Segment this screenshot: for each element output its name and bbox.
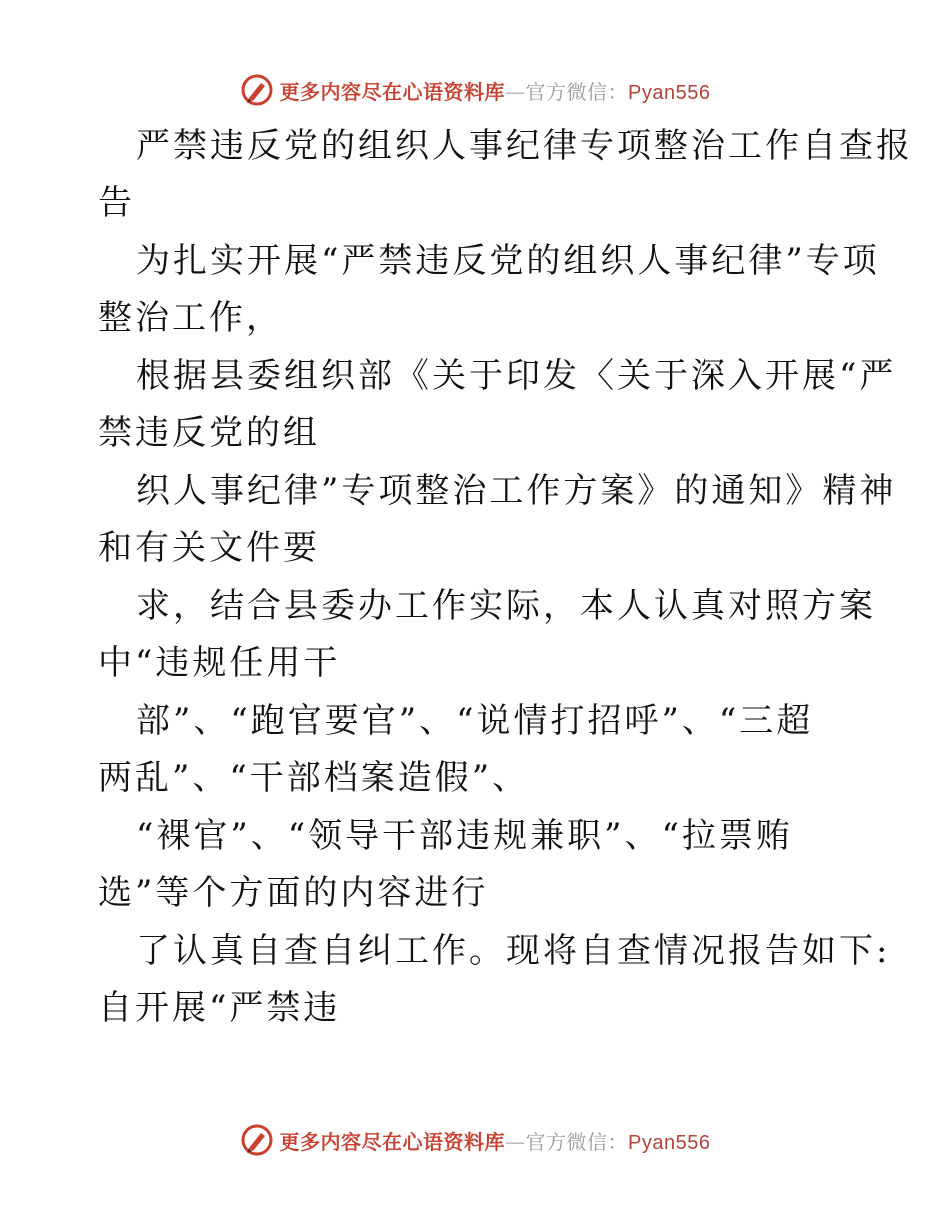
doc-line: 求，结合县委办工作实际，本人认真对照方案 [136,586,876,626]
doc-line: 选”等个方面的内容进行 [98,873,489,913]
header-banner-text [280,76,711,105]
doc-line: “裸官”、“领导干部违规兼职”、“拉票贿 [136,816,793,856]
doc-line: 两乱”、“干部档案造假”、 [98,758,530,798]
footer-banner-text [280,1126,711,1155]
footer-wechat-id: Pyan556 [628,1131,711,1154]
footer-wechat-label: 官方微信： [525,1129,629,1154]
pen-logo-icon [240,1123,274,1157]
doc-line: 为扎实开展“严禁违反党的组织人事纪律”专项 [136,241,880,281]
doc-line: 禁违反党的组 [98,413,320,453]
pen-logo-icon [240,73,274,107]
doc-title-line-2: 告 [98,183,135,223]
doc-line: 整治工作， [98,298,283,338]
header-separator: — [505,79,526,104]
doc-line: 根据县委组织部《关于印发〈关于深入开展“严 [136,356,897,396]
header-brand: 更多内容尽在心语资料库 [279,79,506,104]
doc-line: 自开展“严禁违 [98,988,341,1028]
doc-line: 了认真自查自纠工作。现将自查情况报告如下: [136,931,891,971]
doc-line: 和有关文件要 [98,528,320,568]
doc-line: 部”、“跑官要官”、“说情打招呼”、“三超 [136,701,814,741]
footer-separator: — [505,1129,526,1154]
doc-line: 织人事纪律”专项整治工作方案》的通知》精神 [136,471,897,511]
footer-banner [0,1120,950,1160]
header-wechat-label: 官方微信： [525,79,629,104]
header-banner [0,70,950,110]
footer-brand: 更多内容尽在心语资料库 [279,1129,506,1154]
header-wechat-id: Pyan556 [628,81,711,104]
doc-title-line-1: 严禁违反党的组织人事纪律专项整治工作自查报 [136,126,913,166]
doc-line: 中“违规任用干 [98,643,341,683]
